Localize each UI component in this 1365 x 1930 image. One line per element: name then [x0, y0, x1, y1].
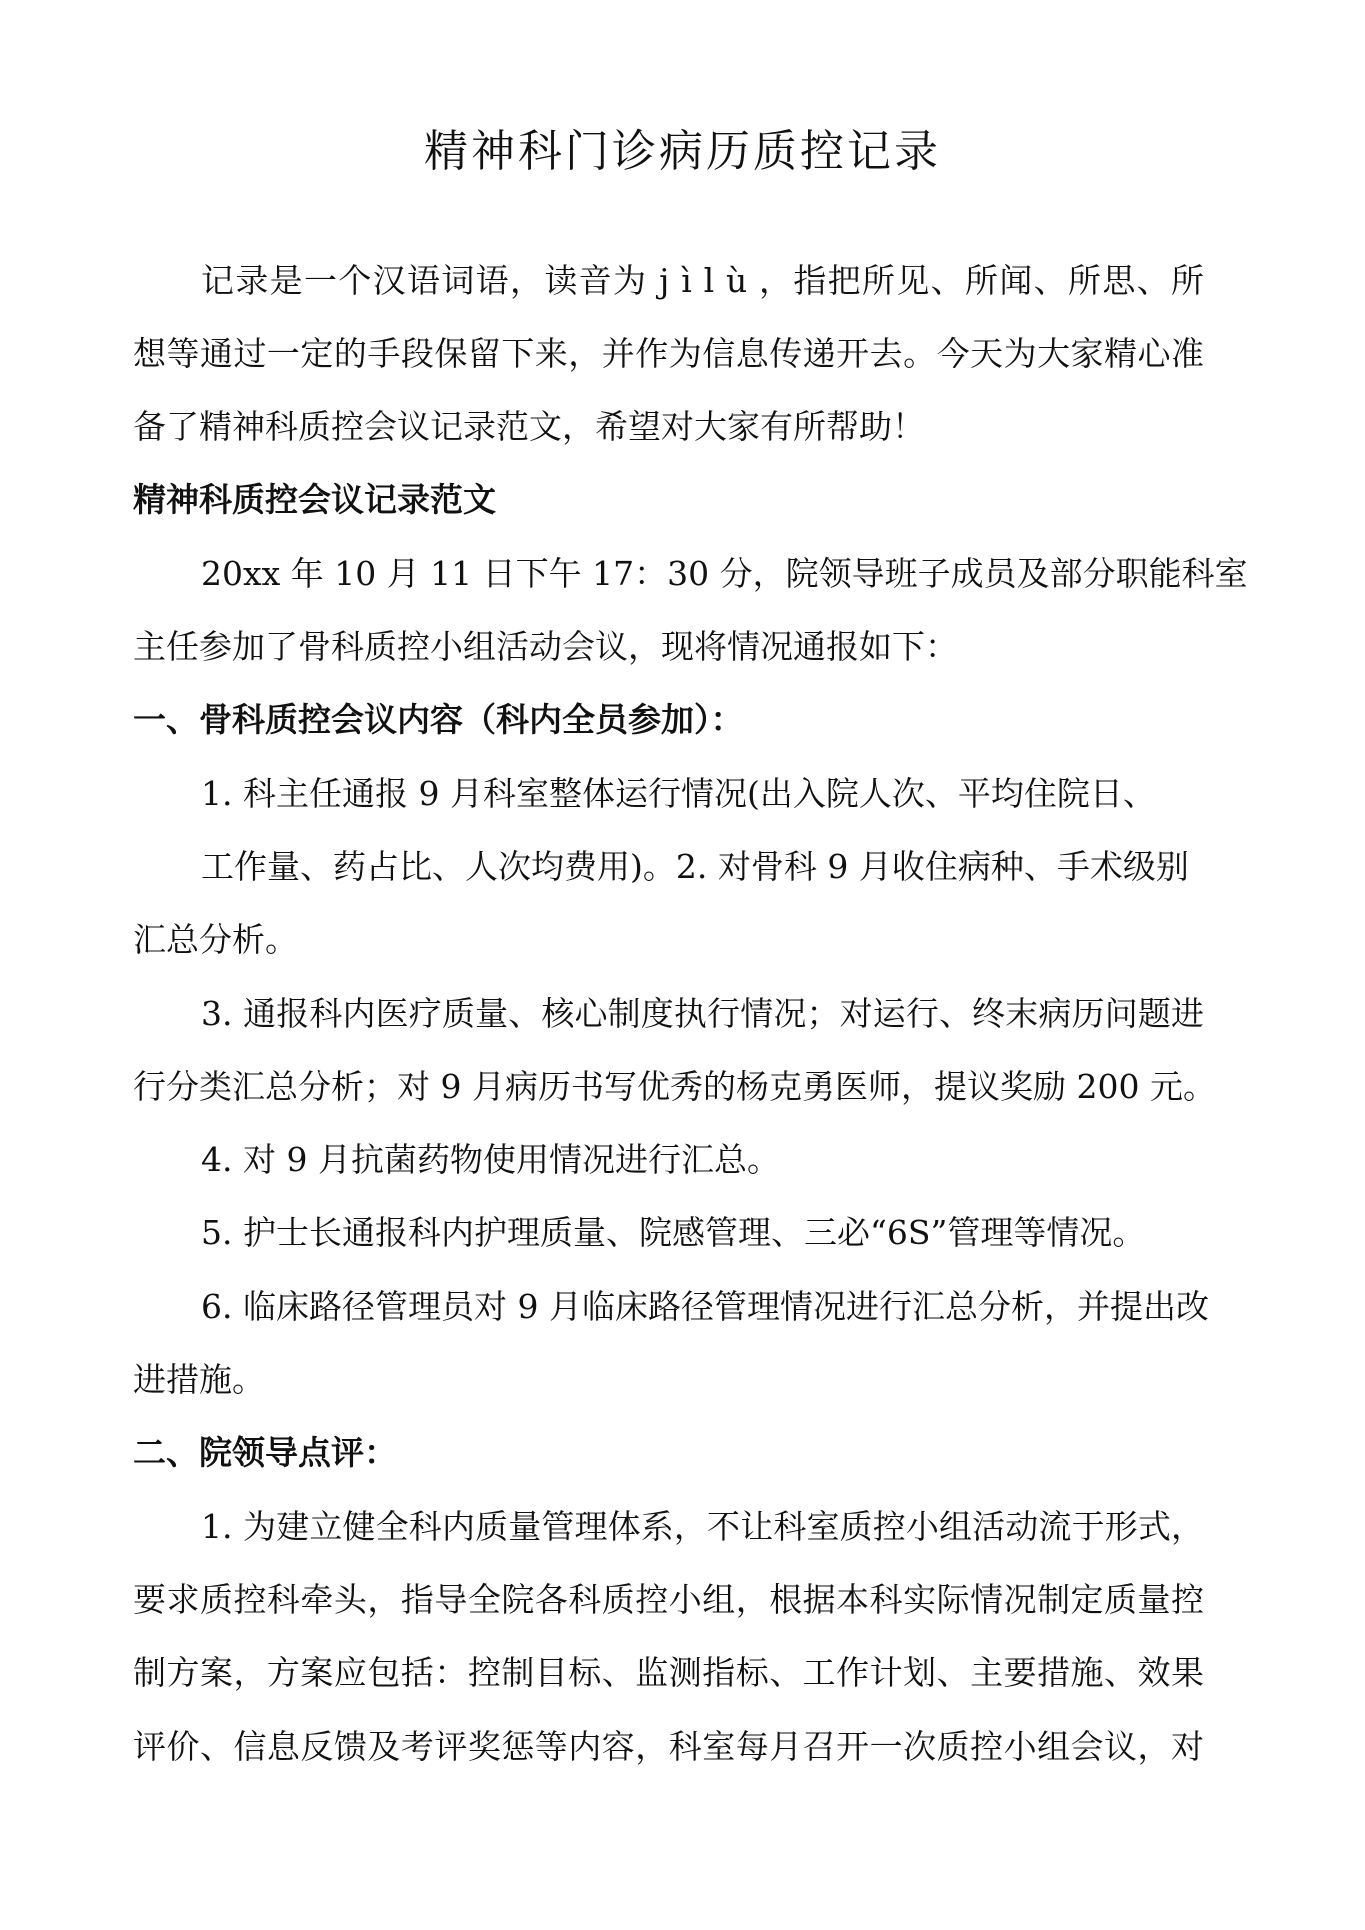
paragraph-line: 4. 对 9 月抗菌药物使用情况进行汇总。: [201, 1140, 780, 1179]
paragraph-line: 6. 临床路径管理员对 9 月临床路径管理情况进行汇总分析，并提出改: [201, 1287, 1209, 1326]
paragraph-line: 制方案，方案应包括：控制目标、监测指标、工作计划、主要措施、效果: [133, 1653, 1204, 1692]
paragraph-line: 5. 护士长通报科内护理质量、院感管理、三必“6S”管理等情况。: [201, 1213, 1146, 1252]
paragraph-line: 1. 为建立健全科内质量管理体系，不让科室质控小组活动流于形式，: [201, 1507, 1204, 1546]
document-title: 精神科门诊病历质控记录: [424, 126, 941, 177]
section-heading: 一、骨科质控会议内容（科内全员参加）：: [133, 700, 744, 739]
section-heading: 二、院领导点评：: [133, 1433, 397, 1472]
paragraph-line: 记录是一个汉语词语，读音为 j ì l ù ，指把所见、所闻、所思、所: [201, 261, 1204, 300]
paragraph-line: 汇总分析。: [133, 920, 298, 959]
paragraph-line: 工作量、药占比、人次均费用)。2. 对骨科 9 月收住病种、手术级别: [201, 847, 1189, 886]
paragraph-line: 3. 通报科内医疗质量、核心制度执行情况；对运行、终末病历问题进: [201, 994, 1204, 1033]
paragraph-line: 评价、信息反馈及考评奖惩等内容，科室每月召开一次质控小组会议，对: [133, 1727, 1204, 1766]
paragraph-line: 备了精神科质控会议记录范文，希望对大家有所帮助！: [133, 407, 925, 446]
paragraph-line: 1. 科主任通报 9 月科室整体运行情况(出入院人次、平均住院日、: [201, 774, 1156, 813]
paragraph-line: 要求质控科牵头，指导全院各科质控小组，根据本科实际情况制定质量控: [133, 1580, 1204, 1619]
paragraph-line: 行分类汇总分析；对 9 月病历书写优秀的杨克勇医师，提议奖励 200 元。: [133, 1067, 1216, 1106]
section-heading: 精神科质控会议记录范文: [133, 480, 496, 519]
paragraph-line: 想等通过一定的手段保留下来，并作为信息传递开去。今天为大家精心准: [133, 334, 1204, 373]
paragraph-line: 进措施。: [133, 1360, 265, 1399]
paragraph-line: 20xx 年 10 月 11 日下午 17：30 分，院领导班子成员及部分职能科室: [201, 554, 1248, 593]
paragraph-line: 主任参加了骨科质控小组活动会议，现将情况通报如下：: [133, 627, 958, 666]
